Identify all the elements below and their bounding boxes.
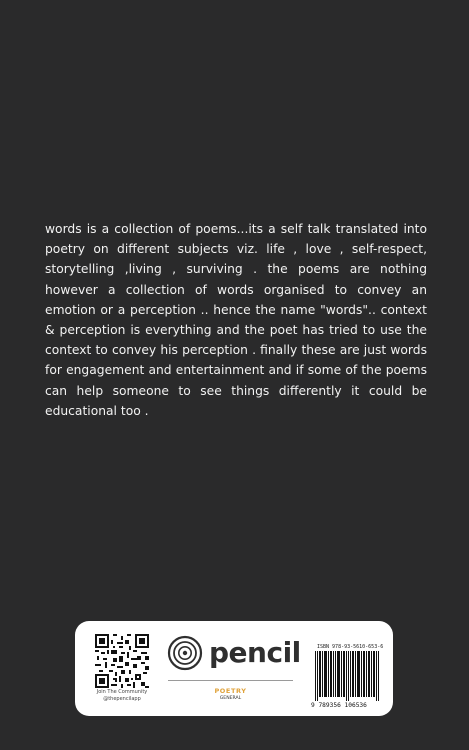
qr-caption-line2: @thepencilapp <box>103 695 141 702</box>
subgenre-label: GENERAL <box>219 696 242 701</box>
publisher-info-card <box>75 621 393 716</box>
brand-name: pencil <box>209 636 301 669</box>
qr-code <box>95 634 149 688</box>
barcode-digits: 9 789356 106536 <box>311 702 367 709</box>
logo-divider <box>168 680 293 681</box>
isbn-label: ISBN 978-93-5610-653-6 <box>317 644 384 650</box>
isbn-barcode <box>315 651 379 701</box>
qr-caption-line1: Join The Community <box>96 689 148 695</box>
pencil-logo-icon <box>166 634 204 672</box>
publisher-logo <box>166 634 301 674</box>
qr-caption <box>83 689 161 702</box>
genre-label: POETRY <box>214 687 247 695</box>
back-cover-blurb: words is a collection of poems...its a self talk translated into poetry on different subjects viz. life , love , self-respect, storytelling ,living , surviving . the poems are nothing however a collection of words organised to convey an emotion or a perception .. hence the name "words".. context & perception is everything and the poet has tried to use the context to convey his perception . finally these are just words for engagement and entertainment and if some of the poems can help someone to see things differently it could be educational too . <box>45 222 427 418</box>
